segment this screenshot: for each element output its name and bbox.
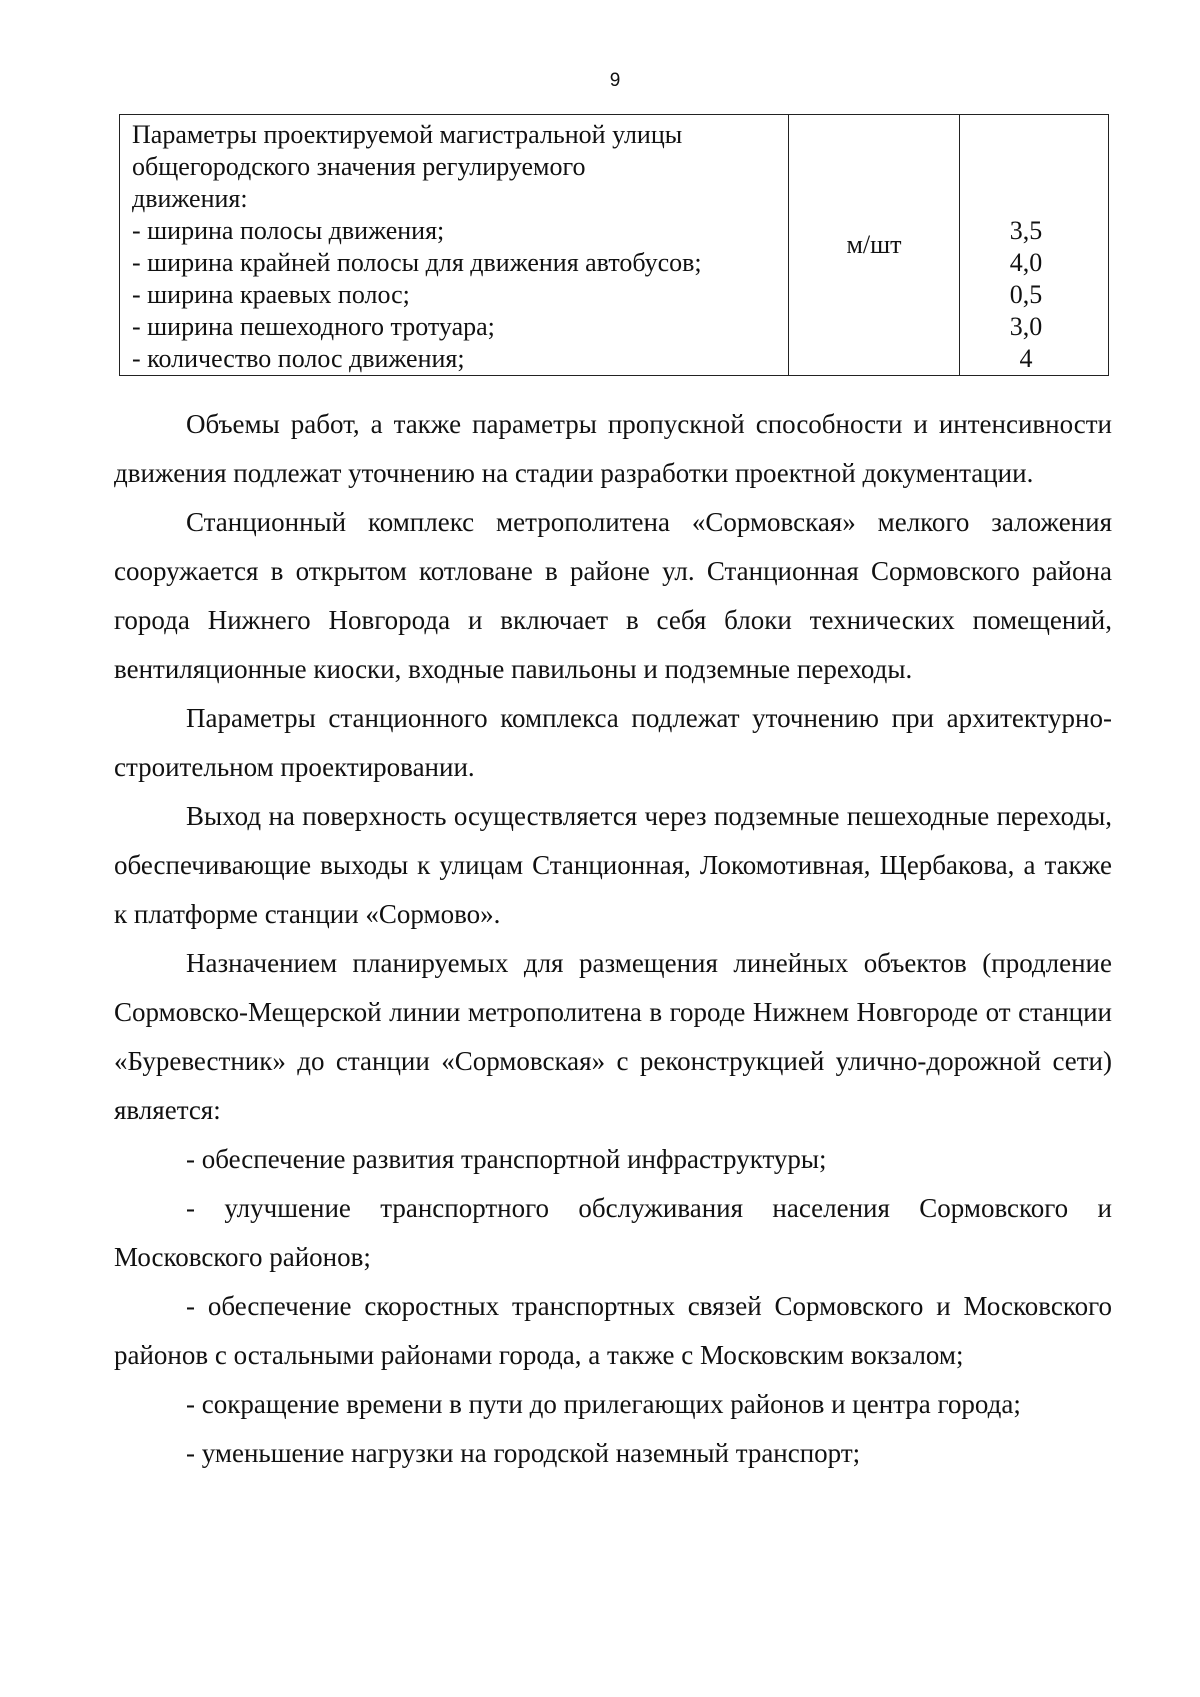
paragraph: Назначением планируемых для размещения линейных объектов (продление Сормовско-Мещерской линии метрополитена в городе Нижнем Новгороде от станции «Буревестник» до станции «Сормовская» с реконструкцией улично-дорожной сети) является:: [114, 948, 1112, 1125]
list-item: - улучшение транспортного обслуживания населения Сормовского и Московского районов;: [114, 1193, 1112, 1272]
paragraph: Выход на поверхность осуществляется через подземные пешеходные переходы, обеспечивающие выходы к улицам Станционная, Локомотивная, Щербакова, а также к платформе станции «Сормово».: [114, 801, 1112, 929]
list-item: - сокращение времени в пути до прилегающих районов и центра города;: [186, 1389, 1021, 1419]
parameter-value: 4: [1019, 344, 1033, 373]
parameter-line: движения:: [132, 184, 248, 213]
paragraph: Станционный комплекс метрополитена «Сормовская» мелкого заложения сооружается в открытом котловане в районе ул. Станционная Сормовского района города Нижнего Новгорода и включает в себя блоки технических помещений, вентиляционные киоски, входные павильоны и подземные переходы.: [114, 507, 1112, 684]
parameter-line: - ширина полосы движения;: [132, 216, 445, 245]
parameters-table: [119, 114, 1109, 376]
parameter-value: 4,0: [1009, 248, 1043, 277]
parameter-line: общегородского значения регулируемого: [132, 152, 586, 181]
parameter-value: 3,5: [1009, 216, 1043, 245]
page-number: 9: [609, 70, 621, 91]
paragraph: Параметры станционного комплекса подлежат уточнению при архитектурно-строительном проектировании.: [114, 703, 1112, 782]
list-item: - обеспечение скоростных транспортных связей Сормовского и Московского районов с остальными районами города, а также с Московским вокзалом;: [114, 1291, 1112, 1370]
parameter-line: - количество полос движения;: [132, 344, 465, 373]
list-item: - обеспечение развития транспортной инфраструктуры;: [186, 1144, 827, 1174]
unit-cell: м/шт: [789, 115, 960, 376]
values-cell: [960, 115, 1109, 376]
body-text: [114, 400, 1112, 1478]
parameter-names-cell: [120, 115, 789, 376]
table-row: [120, 115, 1109, 376]
parameter-line: - ширина краевых полос;: [132, 280, 410, 309]
parameter-value: 0,5: [1009, 280, 1043, 309]
parameter-line: - ширина крайней полосы для движения автобусов;: [132, 248, 702, 277]
parameter-line: Параметры проектируемой магистральной улицы: [132, 120, 683, 149]
parameter-value: 3,0: [1009, 312, 1043, 341]
list-item: - уменьшение нагрузки на городской наземный транспорт;: [186, 1438, 861, 1468]
paragraph: Объемы работ, а также параметры пропускной способности и интенсивности движения подлежат уточнению на стадии разработки проектной документации.: [114, 409, 1112, 488]
parameter-line: - ширина пешеходного тротуара;: [132, 312, 495, 341]
